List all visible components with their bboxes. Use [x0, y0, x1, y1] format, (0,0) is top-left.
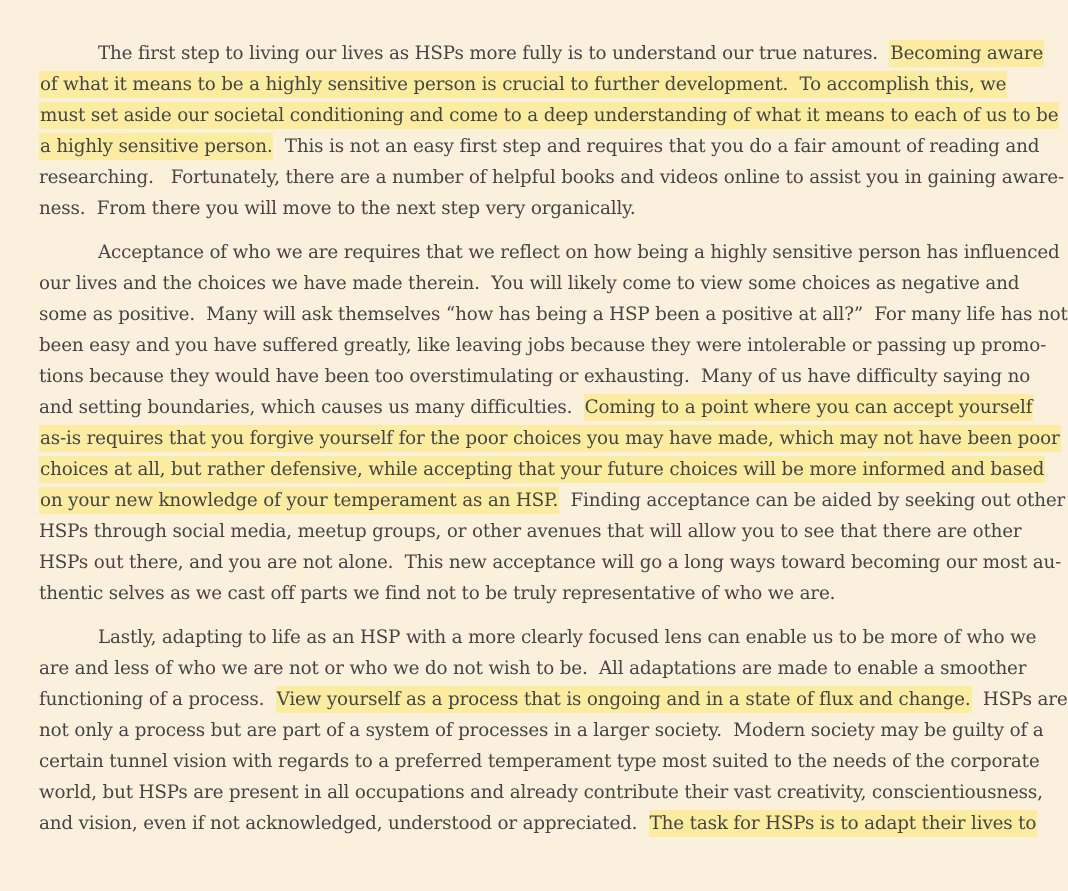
text-line: [39, 578, 988, 609]
text-line: [39, 653, 1027, 684]
text-run: thentic selves as we cast off parts we find not to be truly representative of who we are.: [39, 583, 836, 604]
paragraph-2: [39, 237, 1068, 609]
paragraph-3: [39, 622, 1068, 839]
text-run: world, but HSPs are present in all occupations and already contribute their vast creativity, conscientiousness,: [39, 782, 1043, 803]
highlighted-passage[interactable]: must set aside our societal conditioning and come to a deep understanding of what it means to each of us to be: [39, 102, 1059, 129]
text-run: ness. From there you will move to the next step very organically.: [39, 198, 636, 219]
text-run: tions because they would have been too overstimulating or exhausting. Many of us have difficulty saying no: [39, 366, 1031, 387]
text-line: [39, 423, 1060, 454]
text-run: HSPs through social media, meetup groups, or other avenues that will allow you to see that there are other: [39, 521, 1022, 542]
text-run: HSPs out there, and you are not alone. This new acceptance will go a long ways toward becoming our most au-: [39, 552, 1062, 573]
text-run: Acceptance of who we are requires that we reflect on how being a highly sensitive person has influenced: [98, 242, 1060, 263]
text-run: researching. Fortunately, there are a number of helpful books and videos online to assist you in gaining aware-: [39, 167, 1064, 188]
highlighted-passage[interactable]: Becoming aware: [889, 40, 1044, 67]
text-run: not only a process but are part of a system of processes in a larger society. Modern society may be guilty of a: [39, 720, 1044, 741]
text-line: [39, 69, 1007, 100]
text-line: [39, 454, 1045, 485]
highlighted-passage[interactable]: on your new knowledge of your temperament as an HSP.: [39, 487, 559, 514]
text-line: [39, 684, 1068, 715]
text-run: been easy and you have suffered greatly, like leaving jobs because they were intolerable or passing up promo-: [39, 335, 1047, 356]
text-line: [39, 162, 1064, 193]
highlighted-passage[interactable]: View yourself as a process that is ongoing and in a state of flux and change.: [276, 686, 972, 713]
text-line: [39, 299, 1068, 330]
highlighted-passage[interactable]: choices at all, but rather defensive, while accepting that your future choices will be more informed and based: [39, 456, 1045, 483]
text-line: [39, 361, 1031, 392]
highlighted-passage[interactable]: Coming to a point where you can accept yourself: [584, 394, 1034, 421]
text-run: Finding acceptance can be aided by seeking out other: [559, 490, 1066, 511]
text-run: HSPs are: [971, 689, 1068, 710]
text-run: our lives and the choices we have made therein. You will likely come to view some choices as negative and: [39, 273, 1020, 294]
text-line: [39, 808, 1037, 839]
text-line: [39, 485, 1066, 516]
text-line: [39, 622, 1037, 653]
text-line: [39, 100, 1059, 131]
text-run: The first step to living our lives as HSPs more fully is to understand our true natures.: [98, 43, 890, 64]
highlighted-passage[interactable]: The task for HSPs is to adapt their lives to: [649, 810, 1038, 837]
highlighted-passage[interactable]: a highly sensitive person.: [39, 133, 273, 160]
text-line: [39, 237, 1060, 268]
text-line: [39, 38, 1044, 69]
highlighted-passage[interactable]: of what it means to be a highly sensitive person is crucial to further development. To accomplish this, we: [39, 71, 1007, 98]
text-run: functioning of a process.: [39, 689, 276, 710]
text-run: are and less of who we are not or who we do not wish to be. All adaptations are made to enable a smoother: [39, 658, 1027, 679]
text-line: [39, 131, 1040, 162]
text-run: and setting boundaries, which causes us many difficulties.: [39, 397, 584, 418]
text-run: some as positive. Many will ask themselves “how has being a HSP been a positive at all?” For many life has not: [39, 304, 1068, 325]
text-line: [39, 392, 1033, 423]
text-line: [39, 777, 1043, 808]
text-line: [39, 330, 1047, 361]
text-line: [39, 268, 1020, 299]
text-run: Lastly, adapting to life as an HSP with a more clearly focused lens can enable us to be more of who we: [98, 627, 1037, 648]
text-line: [39, 516, 1022, 547]
text-line: [39, 715, 1044, 746]
text-line: [39, 746, 1040, 777]
highlighted-passage[interactable]: as-is requires that you forgive yourself for the poor choices you may have made, which may not have been poor: [39, 425, 1061, 452]
text-line: [39, 547, 1062, 578]
text-run: This is not an easy first step and requires that you do a fair amount of reading and: [273, 136, 1040, 157]
text-run: certain tunnel vision with regards to a preferred temperament type most suited to the needs of the corporate: [39, 751, 1040, 772]
text-run: and vision, even if not acknowledged, understood or appreciated.: [39, 813, 649, 834]
paragraph-1: [39, 38, 1064, 224]
text-line: [39, 193, 988, 224]
